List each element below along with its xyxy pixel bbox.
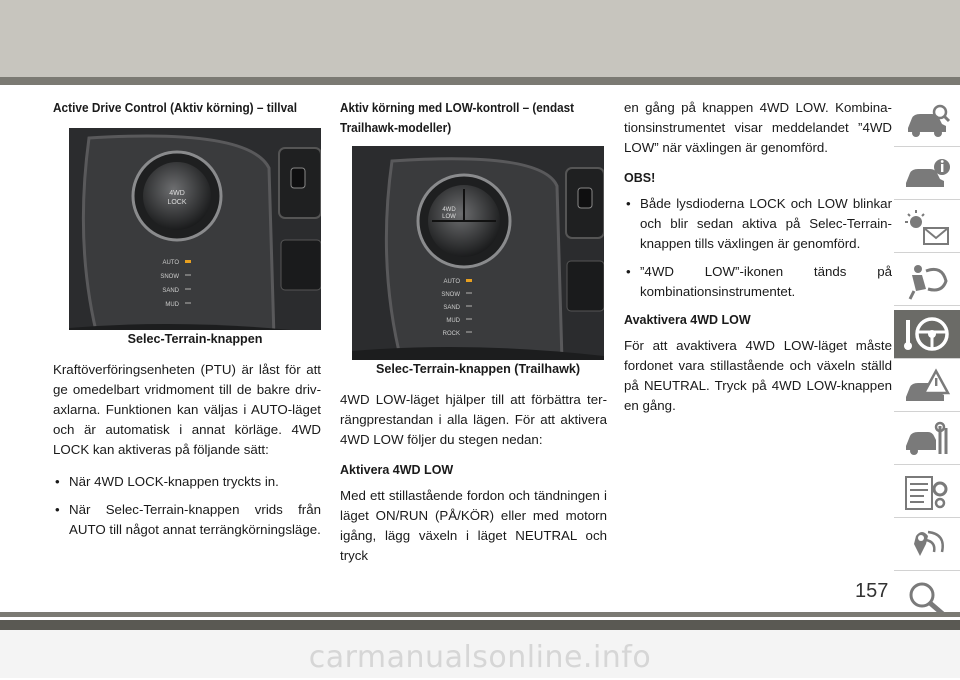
- tab-starting-driving[interactable]: [894, 310, 960, 359]
- knob-label-2: LOCK: [167, 199, 187, 206]
- car-info-icon: [902, 155, 952, 195]
- selec-terrain-illustration: [69, 128, 321, 348]
- watermark: carmanualsonline.info: [308, 640, 652, 675]
- map-pin-icon: [902, 526, 952, 566]
- car-tools-icon: [902, 420, 952, 460]
- warning-light-envelope-icon: [902, 208, 952, 248]
- tab-safety[interactable]: [894, 257, 960, 306]
- car-warning-icon: [902, 367, 952, 407]
- section-heading-low-control-1: Aktiv körning med LOW-kontroll – (endast: [340, 101, 575, 115]
- selec-terrain-trailhawk-illustration: [352, 146, 604, 368]
- column-1: [53, 98, 321, 548]
- mode-label-mud: MUD: [165, 302, 179, 308]
- chapter-tab-sidebar: [894, 98, 960, 680]
- mode-label-auto: AUTO: [443, 279, 460, 285]
- bullet-4wd-low-icon: • ”4WD LOW”-ikonen tänds på kombinationsinstrumentet.: [624, 262, 892, 302]
- bullet-led-blink: • Både lysdioderna LOCK och LOW blinkar och blir sedan aktiva på Selec-Terrain-knappen tills växlingen är genomförd.: [624, 194, 892, 254]
- tab-specifications[interactable]: [894, 469, 960, 518]
- paragraph-deactivate: För att avaktivera 4WD LOW-läget måste fordonet vara stillastående och växeln ställd på NEUTRAL. Tryck på 4WD LOW-knappen en gång.: [624, 338, 892, 413]
- footer-rule: [0, 612, 960, 617]
- selec-terrain-trailhawk-photo: [352, 146, 604, 368]
- selec-terrain-photo: [69, 128, 321, 348]
- mode-label-auto: AUTO: [162, 260, 179, 266]
- header-rule: [0, 77, 960, 85]
- knob-label-1: 4WD: [442, 207, 456, 213]
- mode-label-mud: MUD: [446, 318, 460, 324]
- subheading-activate-4wd-low: Aktivera 4WD LOW: [340, 463, 454, 477]
- tab-emergency[interactable]: [894, 363, 960, 412]
- mode-label-sand: SAND: [443, 305, 460, 311]
- tab-multimedia[interactable]: [894, 522, 960, 571]
- tab-car-search[interactable]: [894, 98, 960, 147]
- photo-caption-selec-terrain: Selec-Terrain-knappen: [69, 330, 321, 348]
- subheading-deactivate-4wd-low: Avaktivera 4WD LOW: [624, 313, 751, 327]
- mode-label-snow: SNOW: [160, 274, 179, 280]
- steering-wheel-icon: [902, 314, 952, 354]
- bullet-selec-terrain: • När Selec-Terrain-knappen vrids från AUTO till något annat terrängkörningsläge.: [53, 500, 321, 540]
- section-heading-low-control-2: Trailhawk-modeller): [340, 121, 452, 135]
- paragraph-continued: en gång på knappen 4WD LOW. Kombina-tionsinstrumentet visar meddelandet ”4WD LOW” när växlingen är genomförd.: [624, 100, 892, 155]
- column-3: [624, 98, 892, 416]
- page-number: 157: [855, 580, 889, 602]
- paragraph-4wd-low: 4WD LOW-läget hjälper till att förbättra ter-rängprestandan i alla lägen. För att aktivera 4WD LOW följer du stegen nedan:: [340, 392, 607, 447]
- paragraph-ptu: Kraftöverföringsenheten (PTU) är låst för att ge omedelbart vridmoment till de bakre driv-axlarna. Funktionen kan väljas i AUTO-läget och är automatisk i annat körläge. 4WD LOCK kan aktiveras på följande sätt:: [53, 362, 321, 457]
- paragraph-activate-steps: Med ett stillastående fordon och tändningen i läget ON/RUN (PÅ/KÖR) eller med motorn igång, lägg växeln i läget NEUTRAL och tryck: [340, 488, 607, 563]
- knob-label-1: 4WD: [169, 190, 185, 197]
- airbag-safety-icon: [902, 261, 952, 301]
- mode-label-sand: SAND: [162, 288, 179, 294]
- photo-caption-trailhawk: Selec-Terrain-knappen (Trailhawk): [352, 360, 604, 378]
- tab-car-info[interactable]: [894, 151, 960, 200]
- knob-label-2: LOW: [442, 214, 456, 220]
- tab-warning-lights[interactable]: [894, 204, 960, 253]
- header-band: [0, 0, 960, 77]
- tab-service[interactable]: [894, 416, 960, 465]
- mode-label-snow: SNOW: [441, 292, 460, 298]
- section-heading-active-drive: Active Drive Control (Aktiv körning) – tillval: [53, 101, 298, 115]
- column-2: [340, 98, 607, 566]
- note-heading: OBS!: [624, 171, 656, 185]
- list-gear-icon: [902, 473, 952, 513]
- footer-rule-dark: [0, 620, 960, 630]
- mode-label-rock: ROCK: [442, 331, 460, 337]
- car-search-icon: [902, 102, 952, 142]
- bullet-4wd-lock: • När 4WD LOCK-knappen tryckts in.: [53, 472, 321, 492]
